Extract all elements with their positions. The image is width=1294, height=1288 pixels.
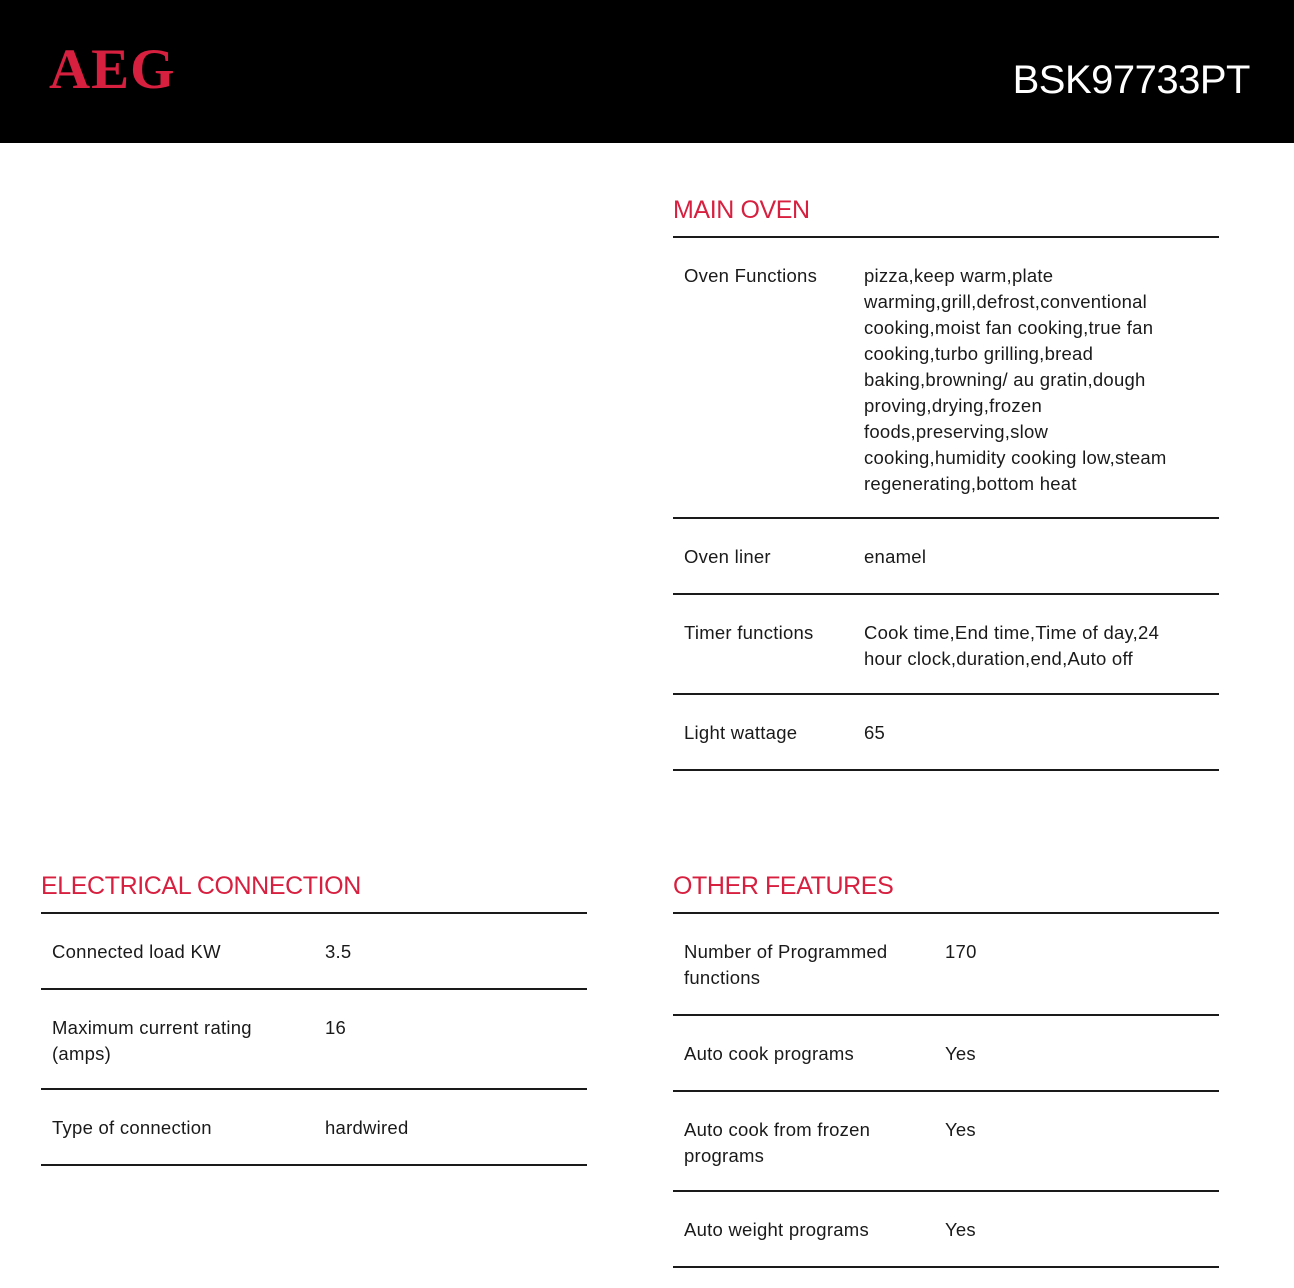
- main-oven-title: MAIN OVEN: [673, 182, 1219, 238]
- spec-row-programmed-functions: [673, 914, 1219, 1016]
- spec-value-light-wattage: 65: [864, 722, 886, 743]
- spec-label-auto-cook-programs: Auto cook programs: [684, 1043, 855, 1064]
- electrical-connection-title: ELECTRICAL CONNECTION: [41, 858, 587, 914]
- spec-row-connected-load: [41, 914, 587, 990]
- spec-label-programmed-functions: Number of Programmed functions: [684, 941, 888, 988]
- spec-value-programmed-functions: 170: [945, 941, 977, 962]
- spec-label-timer-functions: Timer functions: [684, 622, 814, 643]
- spec-value-auto-cook-programs: Yes: [945, 1043, 976, 1064]
- spec-value-auto-weight-programs: Yes: [945, 1219, 976, 1240]
- spec-label-auto-cook-frozen: Auto cook from frozen programs: [684, 1119, 871, 1166]
- spec-row-maximum-current: [41, 990, 587, 1090]
- spec-row-timer-functions: [673, 595, 1219, 695]
- spec-label-type-of-connection: Type of connection: [52, 1117, 212, 1138]
- spec-label-auto-weight-programs: Auto weight programs: [684, 1219, 869, 1240]
- spec-value-oven-functions: pizza,keep warm,plate warming,grill,defrost,conventional cooking,moist fan cooking,true fan cooking,turbo grilling,bread baking,browning/ au gratin,dough proving,drying,frozen foods,preserving,slow cooking,humidity cooking low,steam regenerating,bottom heat: [864, 265, 1167, 494]
- spec-value-auto-cook-frozen: Yes: [945, 1119, 976, 1140]
- spec-value-timer-functions: Cook time,End time,Time of day,24 hour clock,duration,end,Auto off: [864, 622, 1160, 669]
- spec-value-type-of-connection: hardwired: [325, 1117, 409, 1138]
- spec-row-auto-cook-frozen: [673, 1092, 1219, 1192]
- other-features-title: OTHER FEATURES: [673, 858, 1219, 914]
- aeg-logo: [48, 34, 188, 98]
- page-header: [0, 0, 1294, 143]
- svg-text:AEG: AEG: [49, 38, 176, 98]
- aeg-logo-mark: [48, 34, 188, 98]
- spec-row-oven-liner: [673, 519, 1219, 595]
- spec-row-light-wattage: [673, 695, 1219, 771]
- spec-value-connected-load: 3.5: [325, 941, 352, 962]
- other-features-section: [673, 858, 1219, 1268]
- spec-label-oven-functions: Oven Functions: [684, 265, 818, 286]
- spec-row-oven-functions: [673, 238, 1219, 519]
- spec-value-maximum-current: 16: [325, 1017, 347, 1038]
- spec-label-maximum-current: Maximum current rating (amps): [52, 1017, 252, 1064]
- electrical-connection-section: [41, 858, 587, 1166]
- spec-label-light-wattage: Light wattage: [684, 722, 798, 743]
- spec-value-oven-liner: enamel: [864, 546, 927, 567]
- spec-label-oven-liner: Oven liner: [684, 546, 771, 567]
- spec-row-auto-weight-programs: [673, 1192, 1219, 1268]
- spec-label-connected-load: Connected load KW: [52, 941, 221, 962]
- model-number: BSK97733PT: [1012, 58, 1250, 102]
- spec-row-type-of-connection: [41, 1090, 587, 1166]
- main-oven-section: [673, 182, 1219, 771]
- spec-row-auto-cook-programs: [673, 1016, 1219, 1092]
